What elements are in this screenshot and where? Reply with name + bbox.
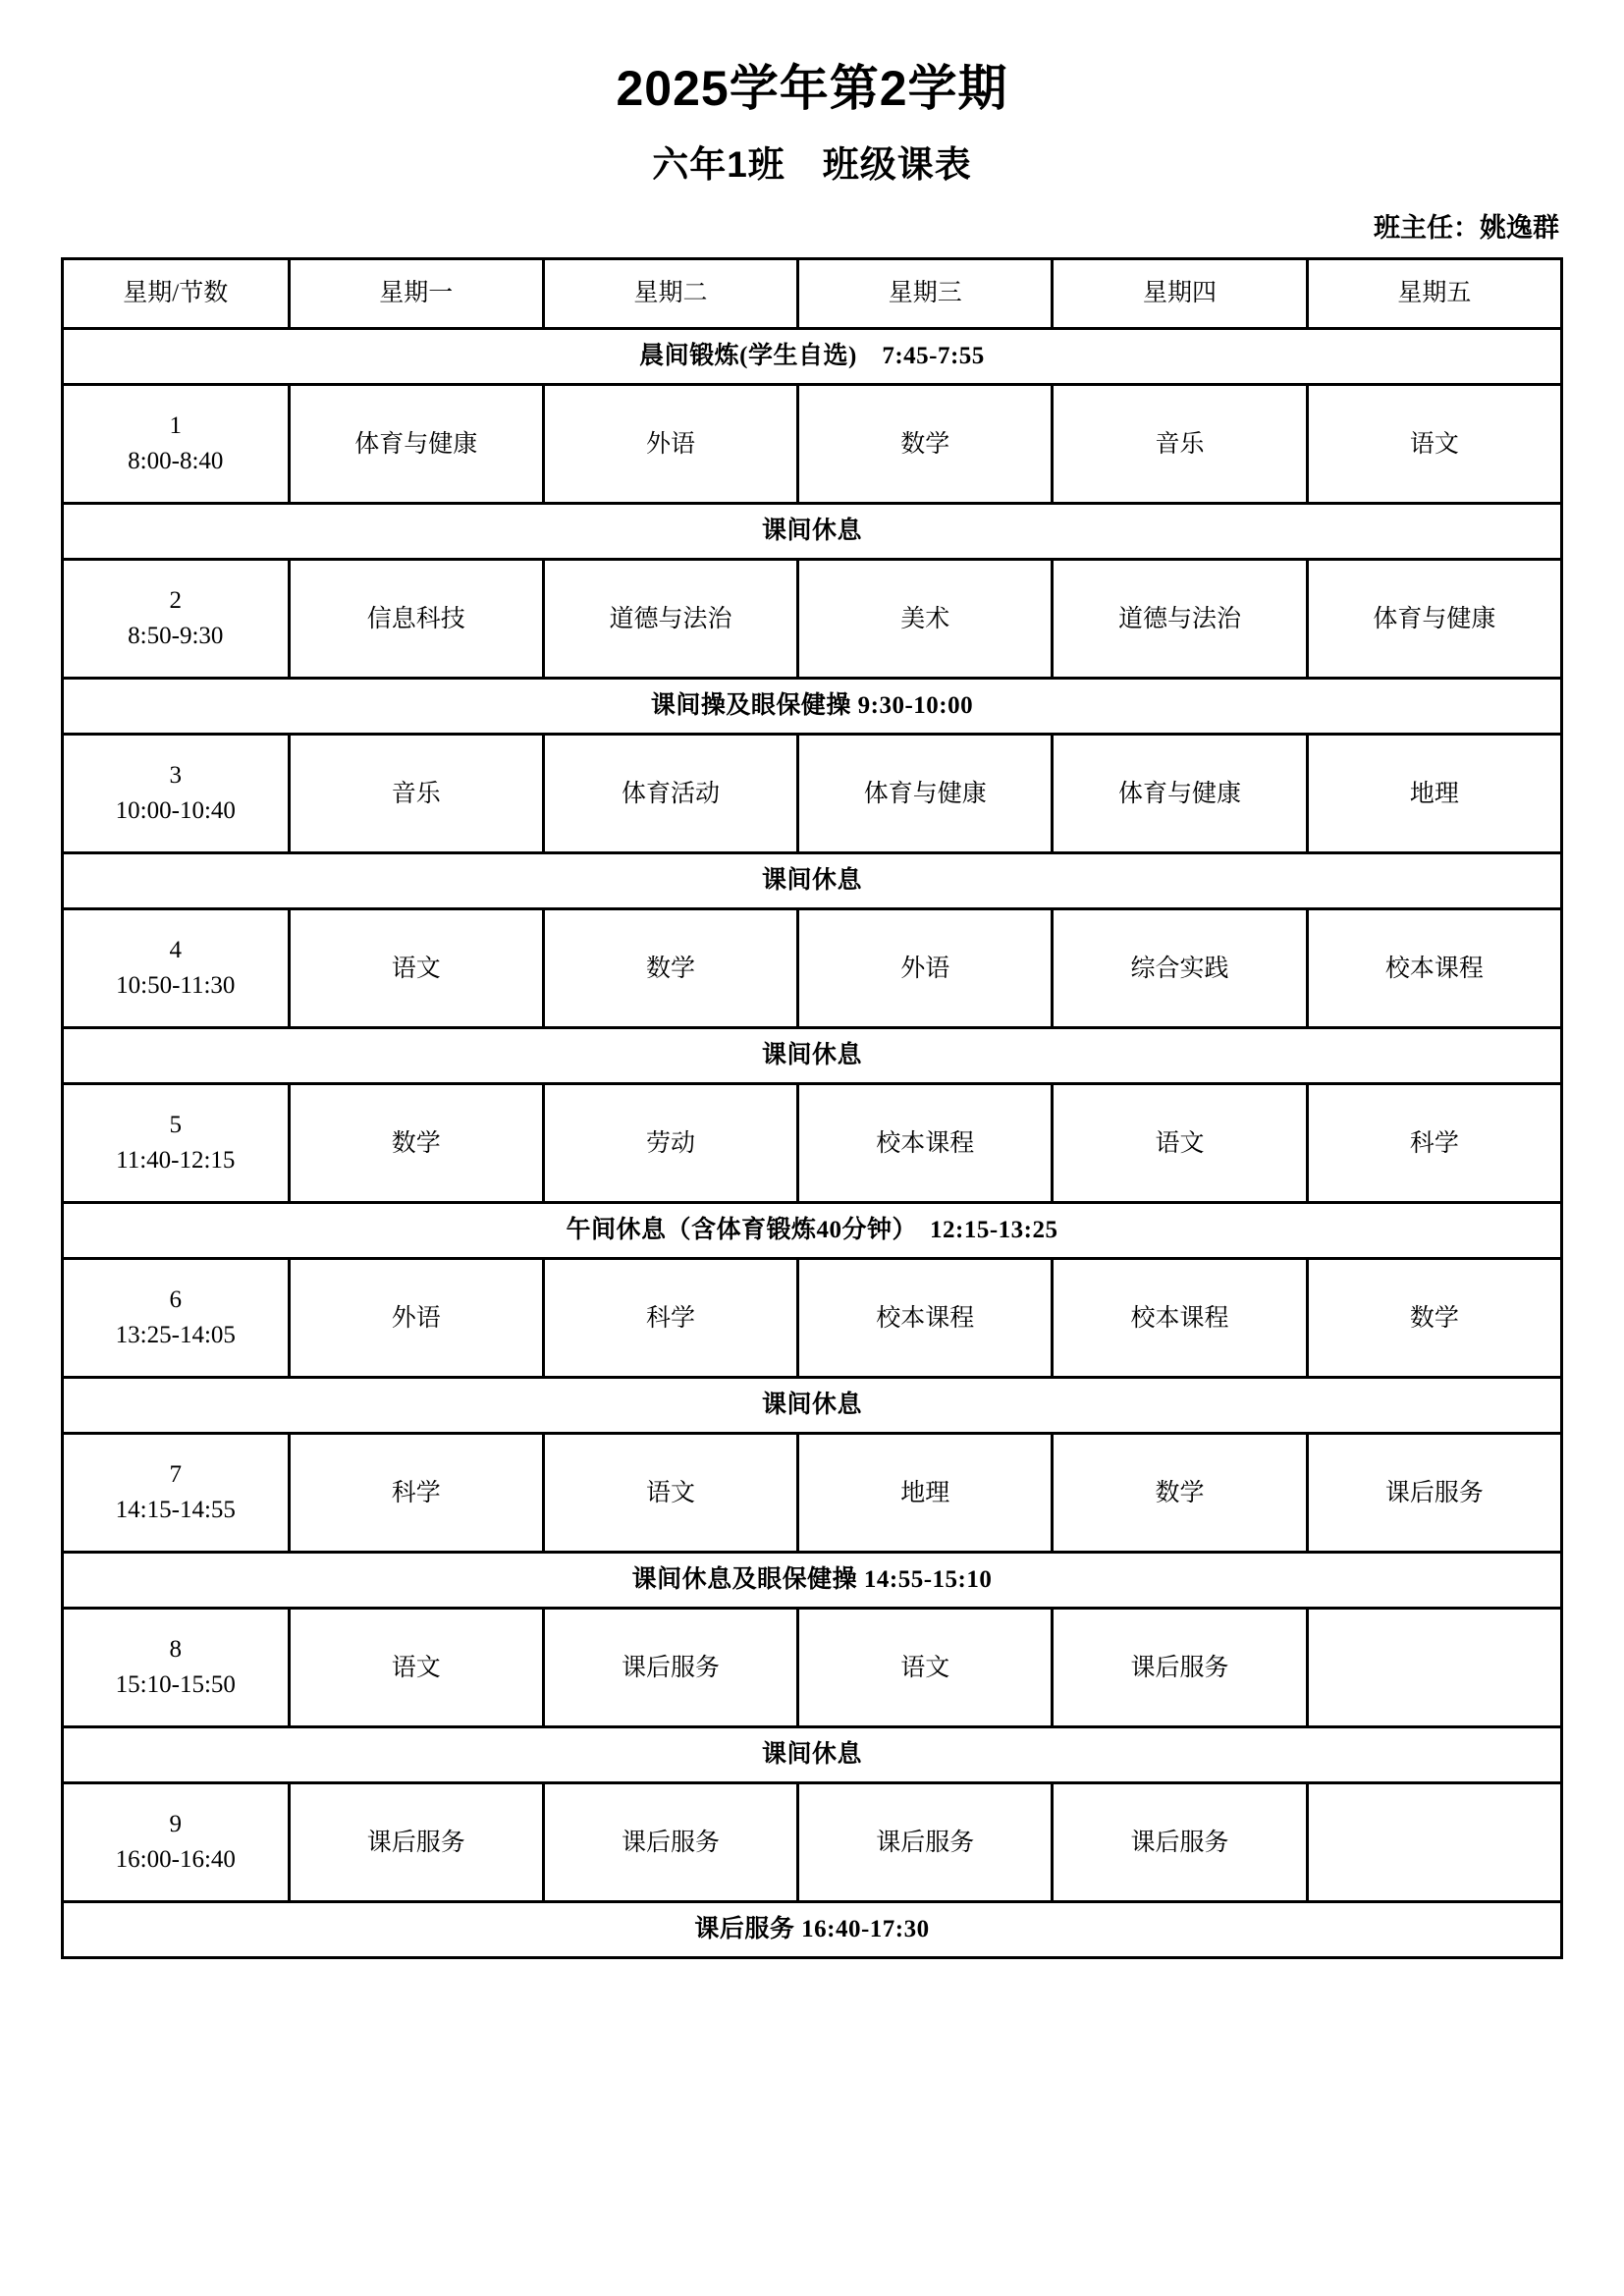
- period-time: 15:10-15:50: [115, 1671, 236, 1699]
- period-number: 4: [169, 937, 183, 964]
- subject-cell: 语文: [543, 1434, 797, 1553]
- period-label: [63, 560, 290, 679]
- subject-cell: 音乐: [289, 735, 543, 853]
- subject-cell: 道德与法治: [543, 560, 797, 679]
- period-label: [63, 1434, 290, 1553]
- subject-cell: 课后服务: [1053, 1609, 1307, 1727]
- break-band-row: [63, 329, 1562, 385]
- column-header-day-1: 星期一: [289, 259, 543, 329]
- period-label: [63, 1084, 290, 1203]
- column-header-period: 星期/节数: [63, 259, 290, 329]
- period-time: 10:00-10:40: [115, 797, 236, 825]
- homeroom-teacher-label: 班主任：姚逸群: [1374, 212, 1559, 243]
- break-band-label: 课间休息: [63, 504, 1562, 560]
- table-header-row: [63, 259, 1562, 329]
- subject-cell: 课后服务: [289, 1783, 543, 1902]
- subject-cell: 课后服务: [1053, 1783, 1307, 1902]
- break-band-row: [63, 1902, 1562, 1958]
- subject-cell: 音乐: [1053, 385, 1307, 504]
- break-band-label: 午间休息（含体育锻炼40分钟） 12:15-13:25: [63, 1203, 1562, 1259]
- subject-cell: 体育与健康: [1053, 735, 1307, 853]
- break-band-label: 课间休息: [63, 853, 1562, 909]
- subject-cell: 校本课程: [798, 1084, 1053, 1203]
- break-band-label: 课间操及眼保健操 9:30-10:00: [63, 679, 1562, 735]
- period-time: 11:40-12:15: [116, 1147, 236, 1175]
- period-number: 5: [169, 1112, 183, 1139]
- period-number: 6: [169, 1286, 183, 1314]
- break-band-row: [63, 679, 1562, 735]
- period-row: [63, 909, 1562, 1028]
- subject-cell: 数学: [1053, 1434, 1307, 1553]
- period-row: [63, 385, 1562, 504]
- break-band-row: [63, 853, 1562, 909]
- break-band-row: [63, 1203, 1562, 1259]
- subject-cell: 科学: [289, 1434, 543, 1553]
- subject-cell: [1307, 1609, 1561, 1727]
- period-time: 16:00-16:40: [115, 1846, 236, 1874]
- break-band-row: [63, 1378, 1562, 1434]
- break-band-row: [63, 1553, 1562, 1609]
- subject-cell: 数学: [543, 909, 797, 1028]
- subject-cell: 校本课程: [1307, 909, 1561, 1028]
- subject-cell: 道德与法治: [1053, 560, 1307, 679]
- break-band-label: 课后服务 16:40-17:30: [63, 1902, 1562, 1958]
- subject-cell: 语文: [798, 1609, 1053, 1727]
- subject-cell: [1307, 1783, 1561, 1902]
- page-title: 2025学年第2学期: [616, 61, 1008, 116]
- subject-cell: 语文: [289, 1609, 543, 1727]
- break-band-label: 课间休息: [63, 1378, 1562, 1434]
- subject-cell: 体育与健康: [798, 735, 1053, 853]
- column-header-day-3: 星期三: [798, 259, 1053, 329]
- subject-cell: 体育与健康: [1307, 560, 1561, 679]
- subject-cell: 信息科技: [289, 560, 543, 679]
- subject-cell: 语文: [1307, 385, 1561, 504]
- period-time: 8:00-8:40: [128, 448, 224, 475]
- period-time: 8:50-9:30: [128, 623, 224, 650]
- column-header-day-4: 星期四: [1053, 259, 1307, 329]
- period-time: 13:25-14:05: [115, 1322, 236, 1349]
- subject-cell: 课后服务: [543, 1609, 797, 1727]
- subject-cell: 数学: [289, 1084, 543, 1203]
- subject-cell: 语文: [289, 909, 543, 1028]
- period-row: [63, 560, 1562, 679]
- subject-cell: 外语: [289, 1259, 543, 1378]
- period-number: 7: [169, 1461, 183, 1489]
- subject-cell: 校本课程: [798, 1259, 1053, 1378]
- period-row: [63, 1609, 1562, 1727]
- break-band-label: 课间休息: [63, 1028, 1562, 1084]
- subject-cell: 语文: [1053, 1084, 1307, 1203]
- subject-cell: 科学: [1307, 1084, 1561, 1203]
- period-row: [63, 1434, 1562, 1553]
- break-band-label: 晨间锻炼(学生自选) 7:45-7:55: [63, 329, 1562, 385]
- period-number: 9: [169, 1811, 183, 1838]
- break-band-row: [63, 504, 1562, 560]
- break-band-row: [63, 1727, 1562, 1783]
- period-number: 8: [169, 1636, 183, 1664]
- subject-cell: 外语: [543, 385, 797, 504]
- subject-cell: 课后服务: [543, 1783, 797, 1902]
- subject-cell: 劳动: [543, 1084, 797, 1203]
- subject-cell: 体育活动: [543, 735, 797, 853]
- period-row: [63, 1783, 1562, 1902]
- subject-cell: 数学: [1307, 1259, 1561, 1378]
- subject-cell: 地理: [1307, 735, 1561, 853]
- period-row: [63, 735, 1562, 853]
- subject-cell: 美术: [798, 560, 1053, 679]
- period-number: 3: [169, 762, 183, 790]
- subject-cell: 校本课程: [1053, 1259, 1307, 1378]
- subject-cell: 综合实践: [1053, 909, 1307, 1028]
- subject-cell: 数学: [798, 385, 1053, 504]
- column-header-day-2: 星期二: [543, 259, 797, 329]
- class-schedule-table: [61, 257, 1563, 1959]
- subject-cell: 科学: [543, 1259, 797, 1378]
- break-band-row: [63, 1028, 1562, 1084]
- subject-cell: 课后服务: [798, 1783, 1053, 1902]
- period-label: [63, 735, 290, 853]
- period-label: [63, 1783, 290, 1902]
- period-row: [63, 1084, 1562, 1203]
- subject-cell: 地理: [798, 1434, 1053, 1553]
- period-label: [63, 1259, 290, 1378]
- break-band-label: 课间休息: [63, 1727, 1562, 1783]
- break-band-label: 课间休息及眼保健操 14:55-15:10: [63, 1553, 1562, 1609]
- period-row: [63, 1259, 1562, 1378]
- page-subtitle: 六年1班 班级课表: [652, 143, 972, 185]
- subject-cell: 外语: [798, 909, 1053, 1028]
- period-number: 2: [169, 587, 183, 615]
- period-label: [63, 1609, 290, 1727]
- column-header-day-5: 星期五: [1307, 259, 1561, 329]
- period-time: 10:50-11:30: [116, 972, 236, 1000]
- subject-cell: 体育与健康: [289, 385, 543, 504]
- period-label: [63, 385, 290, 504]
- period-label: [63, 909, 290, 1028]
- period-number: 1: [169, 412, 183, 440]
- period-time: 14:15-14:55: [115, 1497, 236, 1524]
- subject-cell: 课后服务: [1307, 1434, 1561, 1553]
